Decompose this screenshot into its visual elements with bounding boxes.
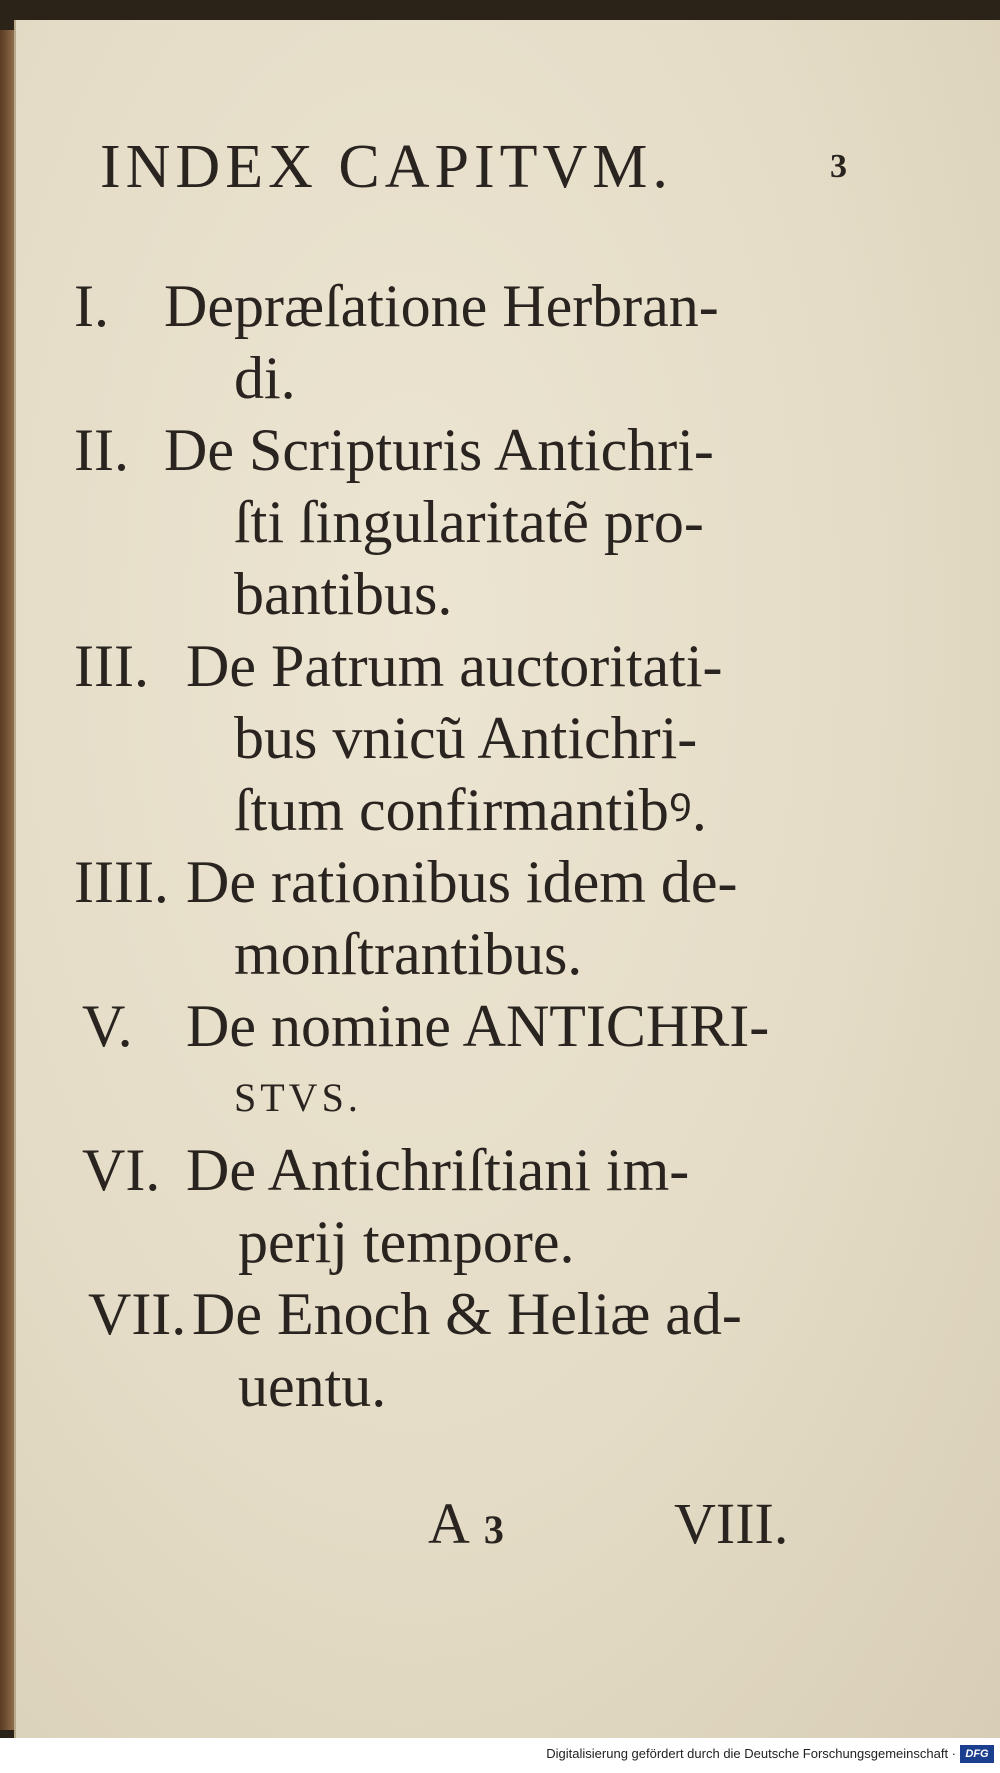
chapter-title-line: bantibus. [234,561,453,627]
toc-entry [74,414,814,630]
dfg-logo-icon: DFG [960,1745,994,1763]
chapter-title-line: Depræſatione Herbran- [164,273,719,339]
chapter-numeral: VII. [88,1281,187,1347]
toc-entry [74,630,814,846]
chapter-title-line: De nomine ANTICHRI- [186,993,770,1059]
chapter-title-line: De rationibus idem de- [186,849,738,915]
chapter-title-line: perij tempore. [238,1209,575,1275]
chapter-title-line: De Patrum auctoritati- [186,633,723,699]
chapter-numeral: I. [74,273,109,339]
page-footer [16,1490,1000,1570]
chapter-numeral: IIII. [74,849,169,915]
signature-number: 3 [483,1507,504,1552]
digitization-credit: Digitalisierung gefördert durch die Deutsche Forschungsgemeinschaft · [546,1746,956,1761]
signature-letter: A [428,1491,470,1556]
chapter-numeral: VI. [82,1137,161,1203]
toc-entry [74,1278,814,1422]
signature-mark [428,1490,504,1557]
chapter-title-line: bus vnicũ Antichri- [234,705,698,771]
chapter-numeral: III. [74,633,149,699]
chapter-title-line: STVS. [234,1075,362,1120]
page-number: 3 [830,148,847,185]
chapter-title-line: uentu. [238,1353,387,1419]
digitization-credit-bar [0,1738,1000,1773]
chapter-title-line: ſtum confirmantibꝰ. [234,777,707,843]
toc-entry [74,990,814,1134]
toc-entry [74,846,814,990]
toc-entry [74,1134,814,1278]
page-header [100,132,847,212]
chapter-index [74,270,814,1422]
chapter-title-line: ſti ſingularitatẽ pro- [234,489,704,555]
catchword: VIII. [674,1491,789,1556]
chapter-title-line: De Scripturis Antichri- [164,417,714,483]
chapter-title-line: De Antichriſtiani im- [186,1137,690,1203]
book-page [14,20,1000,1738]
page-title: INDEX CAPITVM. [100,133,673,201]
chapter-title-line: monſtrantibus. [234,921,583,987]
chapter-title-line: di. [234,345,296,411]
toc-entry [74,270,814,414]
chapter-numeral: V. [82,993,133,1059]
chapter-title-line: De Enoch & Heliæ ad- [192,1281,742,1347]
chapter-numeral: II. [74,417,129,483]
